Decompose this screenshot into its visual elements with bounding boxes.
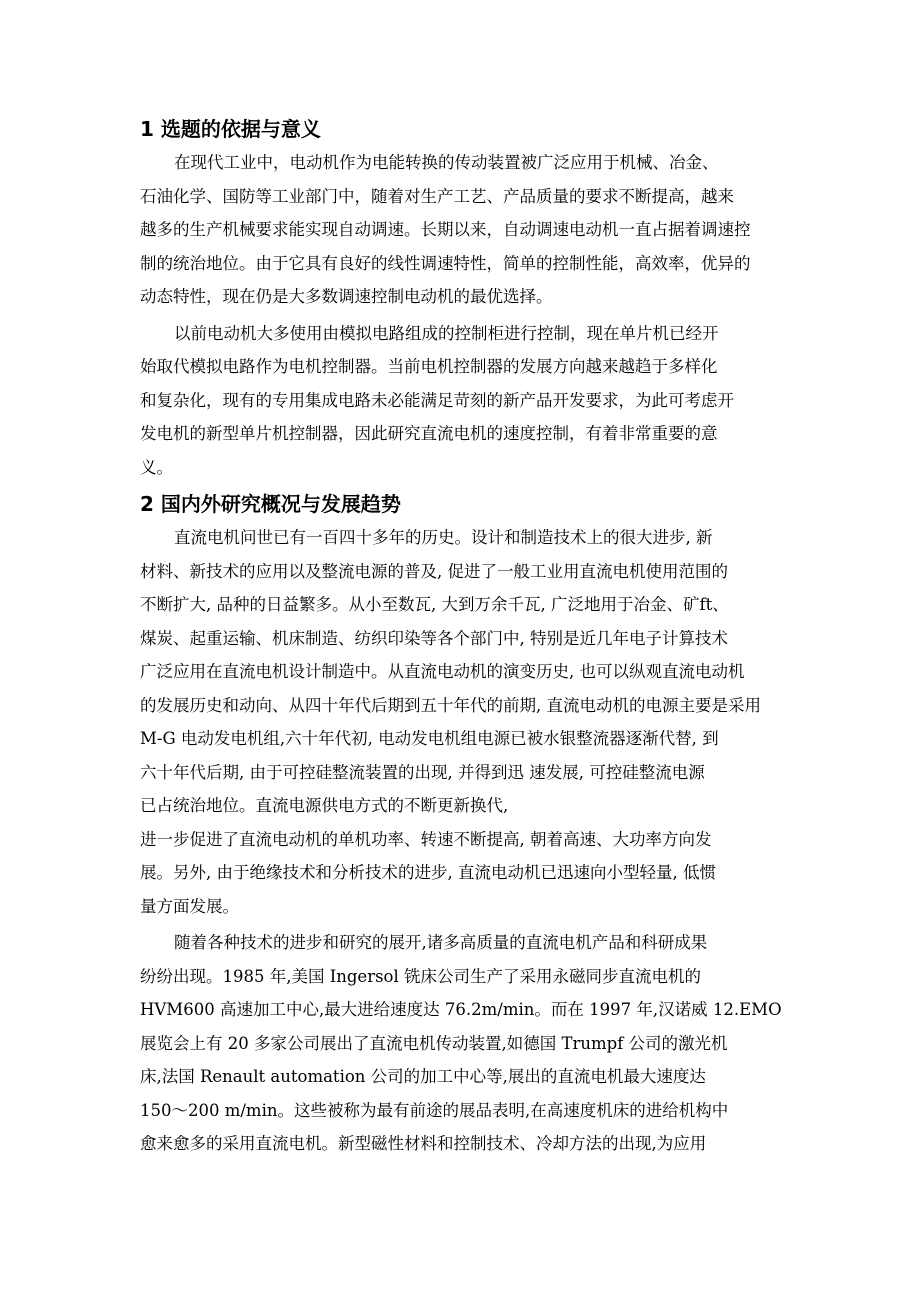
text-line: 和复杂化，现有的专用集成电路未必能满足苛刻的新产品开发要求，为此可考虑开 (140, 390, 734, 410)
text-line: 越多的生产机械要求能实现自动调速。长期以来，自动调速电动机一直占据着调速控 (140, 220, 751, 239)
section-2-paragraph-2 (140, 926, 800, 1161)
text-line: 六十年代后期, 由于可控硅整流装置的出现, 并得到迅 速发展, 可控硅整流电源 (140, 762, 705, 782)
text-line: 在现代工业中，电动机作为电能转换的传动装置被广泛应用于机械、冶金、 (174, 153, 719, 172)
text-line: 材料、新技术的应用以及整流电源的普及, 促进了一般工业用直流电机使用范围的 (140, 561, 728, 581)
section-1-paragraph-1 (140, 146, 800, 314)
text-line: 始取代模拟电路作为电机控制器。当前电机控制器的发展方向越来越趋于多样化 (140, 357, 718, 376)
text-line: 发电机的新型单片机控制器，因此研究直流电机的速度控制，有着非常重要的意 (140, 424, 718, 443)
text-line: 直流电机问世已有一百四十多年的历史。设计和制造技术上的很大进步, 新 (174, 528, 713, 547)
text-line: 展。另外, 由于绝缘技术和分析技术的进步, 直流电动机已迅速向小型轻量, 低惯 (140, 863, 716, 882)
section-2-heading: 2 国内外研究概况与发展趋势 (140, 492, 401, 516)
section-1-heading: 1 选题的依据与意义 (140, 117, 321, 141)
text-line: 制的统治地位。由于它具有良好的线性调速特性，简单的控制性能，高效率，优异的 (140, 253, 751, 273)
text-line: 150～200 m/min。这些被称为最有前途的展品表明,在高速度机床的进给机构中 (140, 1100, 729, 1120)
text-line: 愈来愈多的采用直流电机。新型磁性材料和控制技术、冷却方法的出现,为应用 (140, 1134, 707, 1153)
text-line: 石油化学、国防等工业部门中，随着对生产工艺、产品质量的要求不断提高，越来 (140, 186, 734, 206)
text-line: 动态特性，现在仍是大多数调速控制电动机的最优选择。 (140, 287, 553, 306)
text-line: 随着各种技术的进步和研究的展开,诸多高质量的直流电机产品和科研成果 (174, 933, 708, 952)
text-line: 煤炭、起重运输、机床制造、纺织印染等各个部门中, 特别是近几年电子计算技术 (140, 628, 728, 648)
text-line: 广泛应用在直流电机设计制造中。从直流电动机的演变历史, 也可以纵观直流电动机 (140, 662, 745, 681)
text-line: 不断扩大, 品种的日益繁多。从小至数瓦, 大到万余千瓦, 广泛地用于冶金、矿ft、 (140, 595, 729, 614)
text-line: HVM600 高速加工中心,最大进给速度达 76.2m/min。而在 1997 年,汉诺威 12.EMO (140, 1000, 782, 1019)
text-line: 进一步促进了直流电动机的单机功率、转速不断提高, 朝着高速、大功率方向发 (140, 829, 712, 849)
text-line: 床,法国 Renault automation 公司的加工中心等,展出的直流电机最大速度达 (140, 1067, 706, 1086)
text-line: 纷纷出现。1985 年,美国 Ingersol 铣床公司生产了采用永磁同步直流电机的 (140, 966, 702, 986)
text-line: 的发展历史和动向、从四十年代后期到五十年代的前期, 直流电动机的电源主要是采用 (140, 695, 761, 715)
section-1-paragraph-2 (140, 317, 800, 485)
text-line: 展览会上有 20 多家公司展出了直流电机传动装置,如德国 Trumpf 公司的激光机 (140, 1033, 728, 1053)
document-body (140, 112, 800, 1164)
text-line: 量方面发展。 (140, 896, 239, 916)
text-line: 已占统治地位。直流电源供电方式的不断更新换代, (140, 796, 509, 815)
text-line: 以前电动机大多使用由模拟电路组成的控制柜进行控制，现在单片机已经开 (174, 323, 719, 343)
section-2-paragraph-1 (140, 521, 800, 923)
text-line: M-G 电动发电机组,六十年代初, 电动发电机组电源已被水银整流器逐渐代替, 到 (140, 729, 719, 748)
text-line: 义。 (140, 457, 173, 477)
